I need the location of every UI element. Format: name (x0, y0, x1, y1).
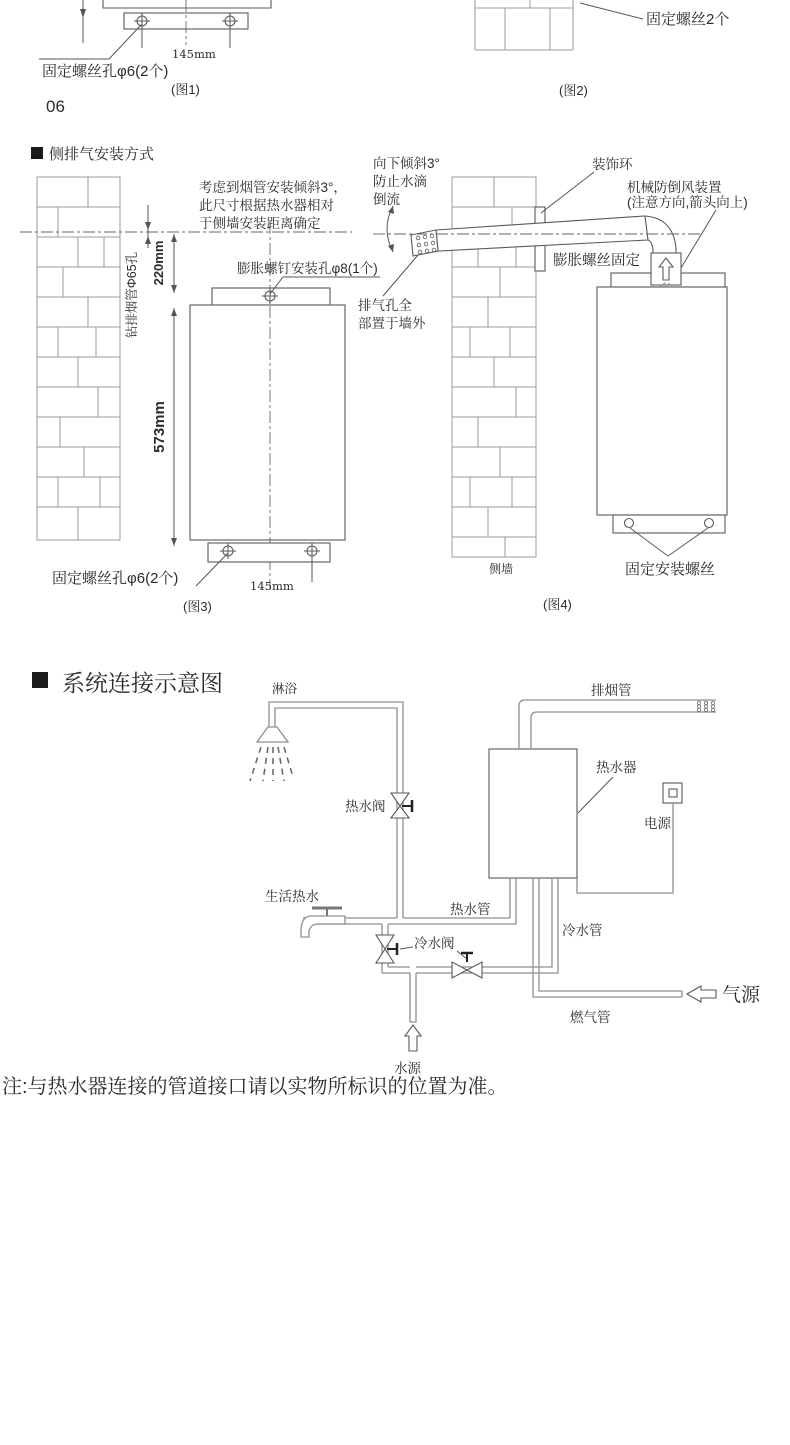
svg-text:向下倾斜3°: 向下倾斜3° (373, 156, 440, 171)
elbow-outer (645, 216, 676, 254)
dim-220-label: 220mm (151, 240, 166, 286)
water-heater-body (190, 305, 345, 540)
system-diagram (250, 681, 761, 1076)
flue-pipe (519, 700, 716, 749)
up-arrow-icon (405, 1025, 421, 1051)
cold-water-branch (376, 924, 397, 973)
footer-note: 注:与热水器连接的管道接口请以实物所标识的位置为准。 (2, 1076, 508, 1098)
section-bullet-icon (31, 147, 43, 159)
svg-text:倒流: 倒流 (373, 192, 400, 207)
elbow-inner (648, 240, 653, 254)
screw-hole-label: 固定螺丝孔φ6(2个) (42, 63, 169, 80)
shower-head-icon (257, 727, 288, 742)
figure-4-caption: (图4) (543, 597, 572, 612)
dimension-220 (151, 234, 177, 293)
cold-water-pipe (382, 878, 558, 978)
section-title: 系统连接示意图 (62, 670, 223, 696)
figure-1-caption: (图1) (171, 82, 200, 97)
section-title: 侧排气安装方式 (49, 146, 155, 163)
brick-wall (37, 177, 120, 540)
svg-text:(注意方向,箭头向上): (注意方向,箭头向上) (627, 195, 748, 210)
flue-label: 排烟管 (591, 683, 632, 698)
cold-valve-label-group (400, 935, 467, 959)
svg-text:防止水滴: 防止水滴 (373, 174, 427, 189)
leader-line (578, 777, 613, 813)
vent-holes (697, 701, 714, 711)
shower-label: 淋浴 (272, 682, 298, 696)
leader-line (580, 3, 643, 19)
svg-text:机械防倒风装置: 机械防倒风装置 (627, 180, 722, 195)
figure-3 (20, 177, 380, 614)
power-outlet (577, 783, 682, 893)
cold-pipe-label: 冷水管 (562, 923, 603, 938)
svg-text:于侧墙安装距离确定: 于侧墙安装距离确定 (199, 216, 321, 231)
dimension-573 (151, 308, 177, 546)
dim-573-label: 573mm (151, 401, 168, 453)
gas-pipe-label: 燃气管 (570, 1010, 611, 1025)
side-wall-label: 侧墙 (489, 562, 514, 576)
dim-145-label: 145mm (250, 579, 294, 593)
fixing-screws-label: 固定螺丝2个 (646, 11, 730, 28)
figure-3-caption: (图3) (183, 599, 212, 614)
water-heater-body (597, 287, 727, 515)
hot-pipe-label: 热水管 (450, 902, 491, 917)
screw-hole-label: 固定螺丝孔φ6(2个) (52, 570, 179, 587)
hot-water-valve (391, 793, 412, 818)
gas-source-label: 气源 (722, 985, 761, 1006)
svg-text:排气孔全: 排气孔全 (358, 298, 412, 313)
tilt-angle-arc (387, 206, 394, 252)
bottom-bracket (613, 515, 725, 533)
svg-text:考虑到烟管安装倾斜3°，: 考虑到烟管安装倾斜3°， (199, 180, 347, 195)
fix-screws-label: 固定安装螺丝 (625, 561, 716, 578)
system-header (32, 670, 223, 696)
figure-1 (39, 0, 271, 116)
left-arrow-icon (687, 986, 716, 1002)
tilt-note (373, 156, 440, 207)
side-exhaust-header (31, 146, 154, 163)
drill-hole-label: 钻排烟管Φ65孔 (125, 251, 139, 339)
cold-valve-label: 冷水阀 (414, 936, 455, 951)
water-source-label: 水源 (394, 1061, 421, 1076)
svg-text:部置于墙外: 部置于墙外 (358, 316, 426, 331)
figure-2 (475, 0, 729, 98)
brick-wall (475, 0, 573, 50)
install-note (199, 179, 347, 231)
water-source-inlet (405, 973, 421, 1051)
hot-valve-label: 热水阀 (345, 799, 386, 814)
heater-bottom-outline (103, 0, 271, 29)
domestic-hot-label: 生活热水 (265, 889, 319, 904)
svg-text:此尺寸根据热水器相对: 此尺寸根据热水器相对 (199, 198, 334, 213)
ring-label: 装饰环 (592, 157, 633, 172)
power-label: 电源 (644, 816, 671, 831)
section-bullet-icon (32, 672, 48, 688)
faucet-icon (301, 908, 345, 937)
gas-pipe (533, 878, 716, 1002)
leader-line (541, 172, 594, 213)
spray-lines (250, 747, 293, 781)
heater-label: 热水器 (596, 760, 637, 775)
figure-2-caption: (图2) (559, 83, 588, 98)
figure-4 (358, 156, 748, 612)
expansion-bolt-label: 膨胀螺丝固定 (553, 253, 640, 269)
page-number: 06 (46, 97, 65, 116)
dimension-line (80, 0, 86, 43)
water-heater-body (489, 749, 577, 878)
dim-145-label: 145mm (172, 47, 216, 61)
anchor-hole-label: 膨胀螺钉安装孔φ8(1个) (237, 261, 378, 276)
